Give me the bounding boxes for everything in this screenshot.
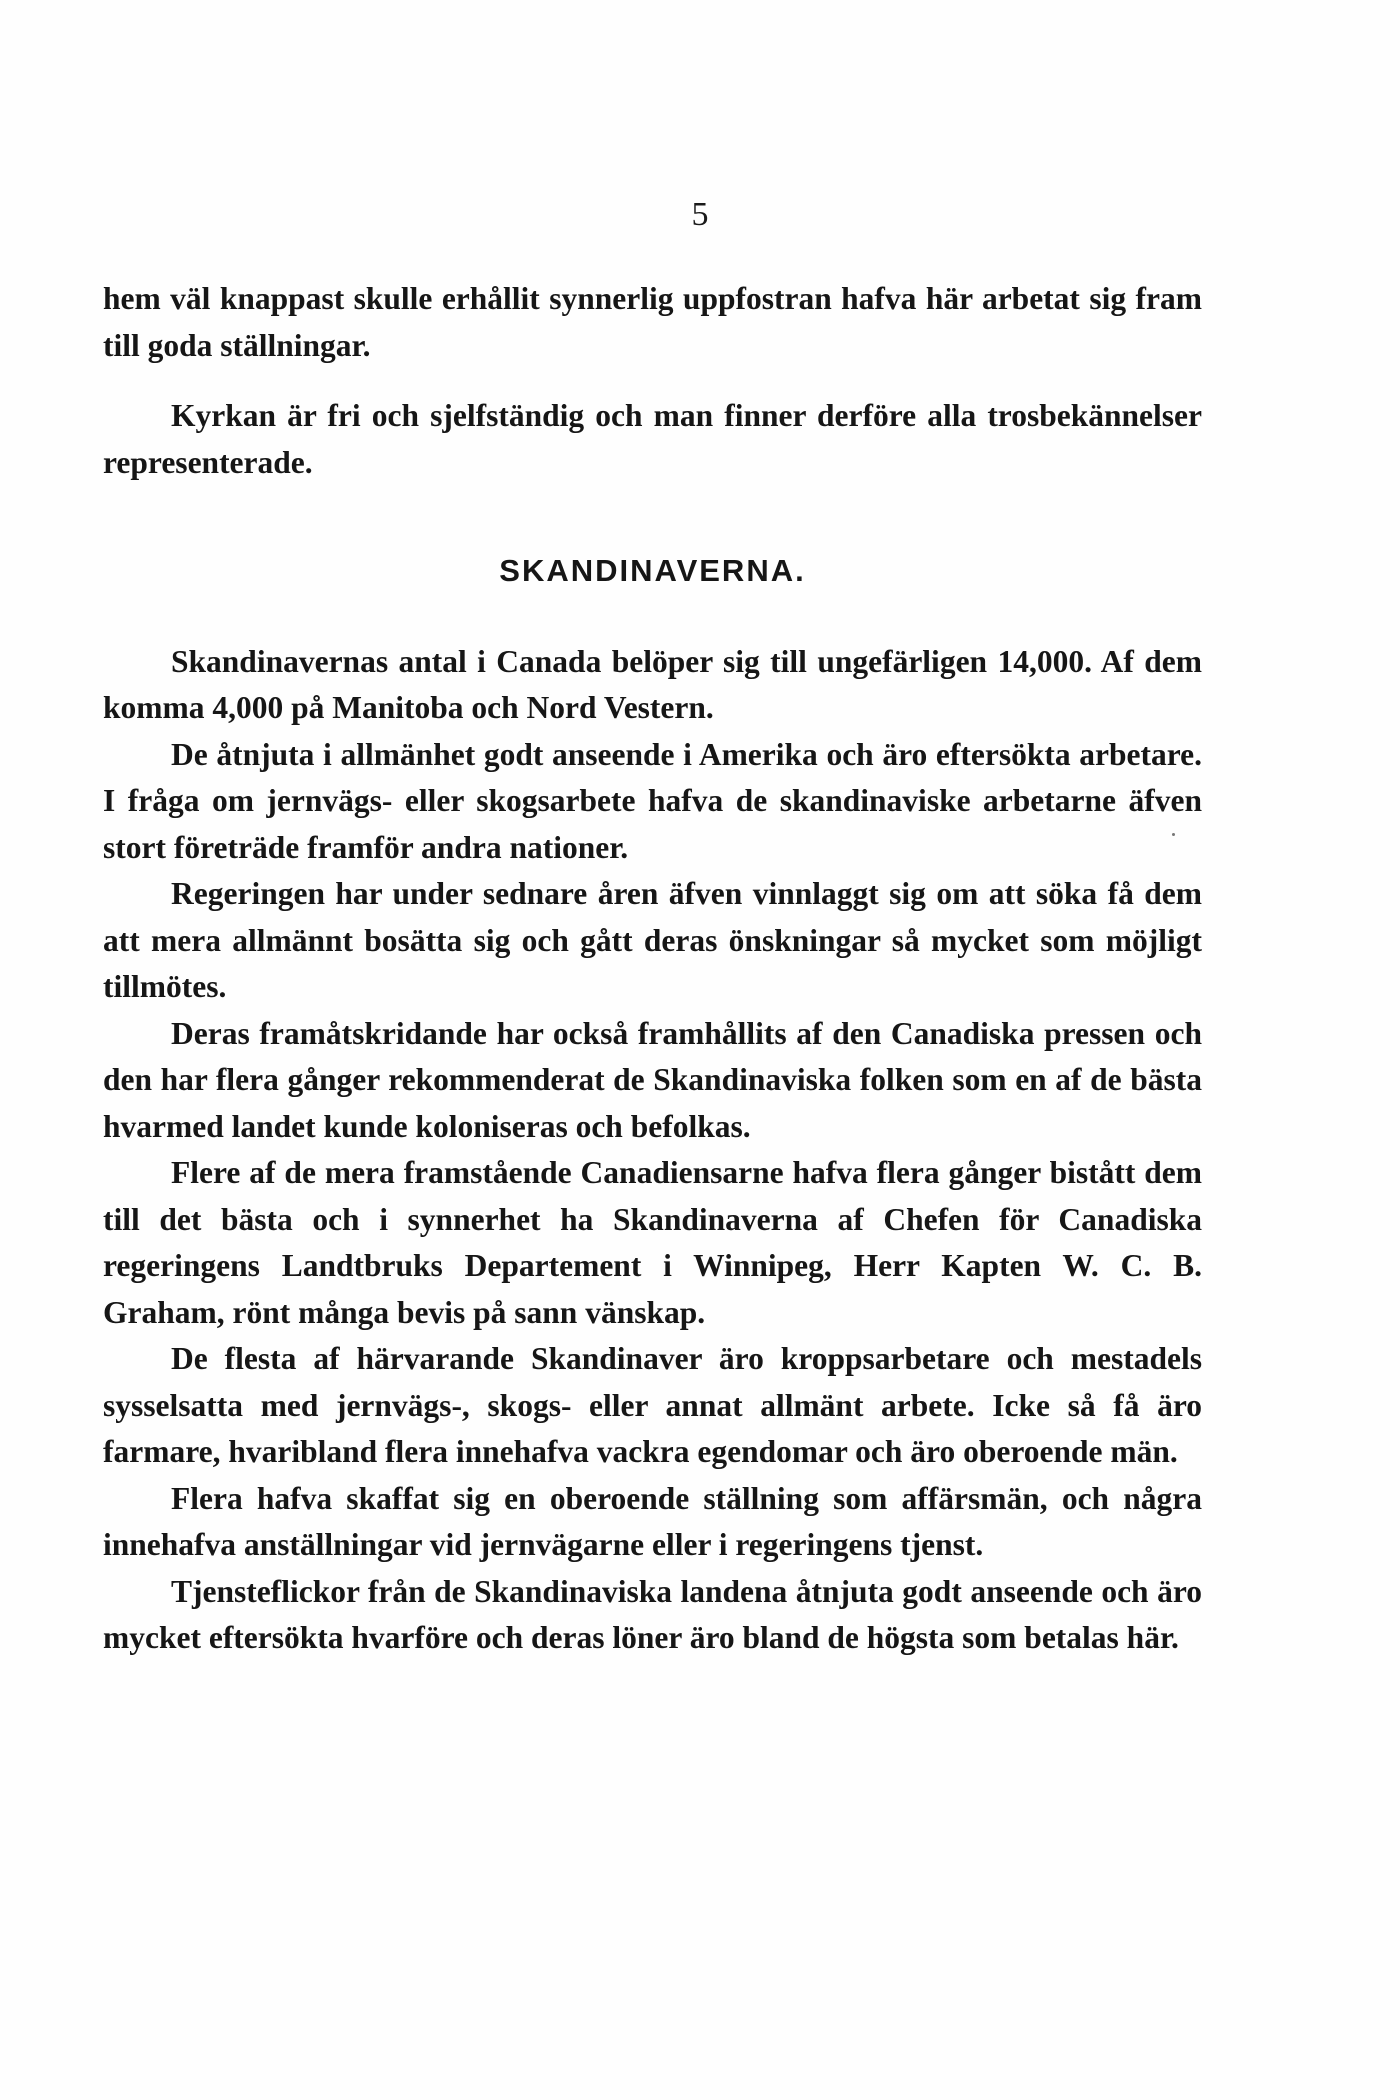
paragraph-servants: Tjensteflickor från de Skandinaviska landena åtnjuta godt anseende och äro mycket eftersökta hvarföre och deras löner äro bland de högsta som betalas här. (103, 1573, 1202, 1655)
page-number: 5 (691, 196, 709, 233)
paper-speck (1172, 833, 1175, 836)
paragraph-population: Skandinavernas antal i Canada belöper sig till ungefärligen 14,000. Af dem komma 4,000 på Manitoba och Nord Vestern. (103, 643, 1202, 725)
paragraph-continuation: hem väl knappast skulle erhållit synnerlig uppfostran hafva här arbetat sig fram till goda ställningar. (103, 281, 1202, 363)
section-heading: SKANDINAVERNA. (499, 553, 806, 588)
paragraph-occupations: De flesta af härvarande Skandinaver äro kroppsarbetare och mestadels sysselsatta med jernvägs-, skogs- eller annat allmänt arbete. Icke så få äro farmare, hvaribland flera innehafva vackra egendomar och äro oberoende män. (103, 1341, 1202, 1469)
body-text (103, 276, 1202, 1662)
paragraph-canadians: Flere af de mera framstående Canadiensarne hafva flera gånger bistått dem till det bästa och i synnerhet ha Skandinaverna af Chefen för Canadiska regeringens Landtbruks Departement i Winnipeg, Herr Kapten W. C. B. Graham, rönt många bevis på sann vänskap. (103, 1155, 1202, 1330)
paragraph-press: Deras framåtskridande har också framhållits af den Canadiska pressen och den har flera gånger rekommenderat de Skandinaviska folken som en af de bästa hvarmed landet kunde koloniseras och befolkas. (103, 1015, 1202, 1144)
paragraph-reputation: De åtnjuta i allmänhet godt anseende i Amerika och äro eftersökta arbetare. I fråga om jernvägs- eller skogsarbete hafva de skandinaviske arbetarne äfven stort företräde framför andra nationer. (103, 736, 1202, 865)
paragraph-church: Kyrkan är fri och sjelfständig och man finner derföre alla trosbekännelser representerade. (103, 398, 1202, 480)
paragraph-businessmen: Flera hafva skaffat sig en oberoende ställning som affärsmän, och några innehafva anställningar vid jernvägarne eller i regeringens tjenst. (103, 1480, 1202, 1562)
paragraph-government: Regeringen har under sednare åren äfven vinnlaggt sig om att söka få dem att mera allmännt bosätta sig och gått deras önskningar så mycket som möjligt tillmötes. (103, 876, 1202, 1004)
